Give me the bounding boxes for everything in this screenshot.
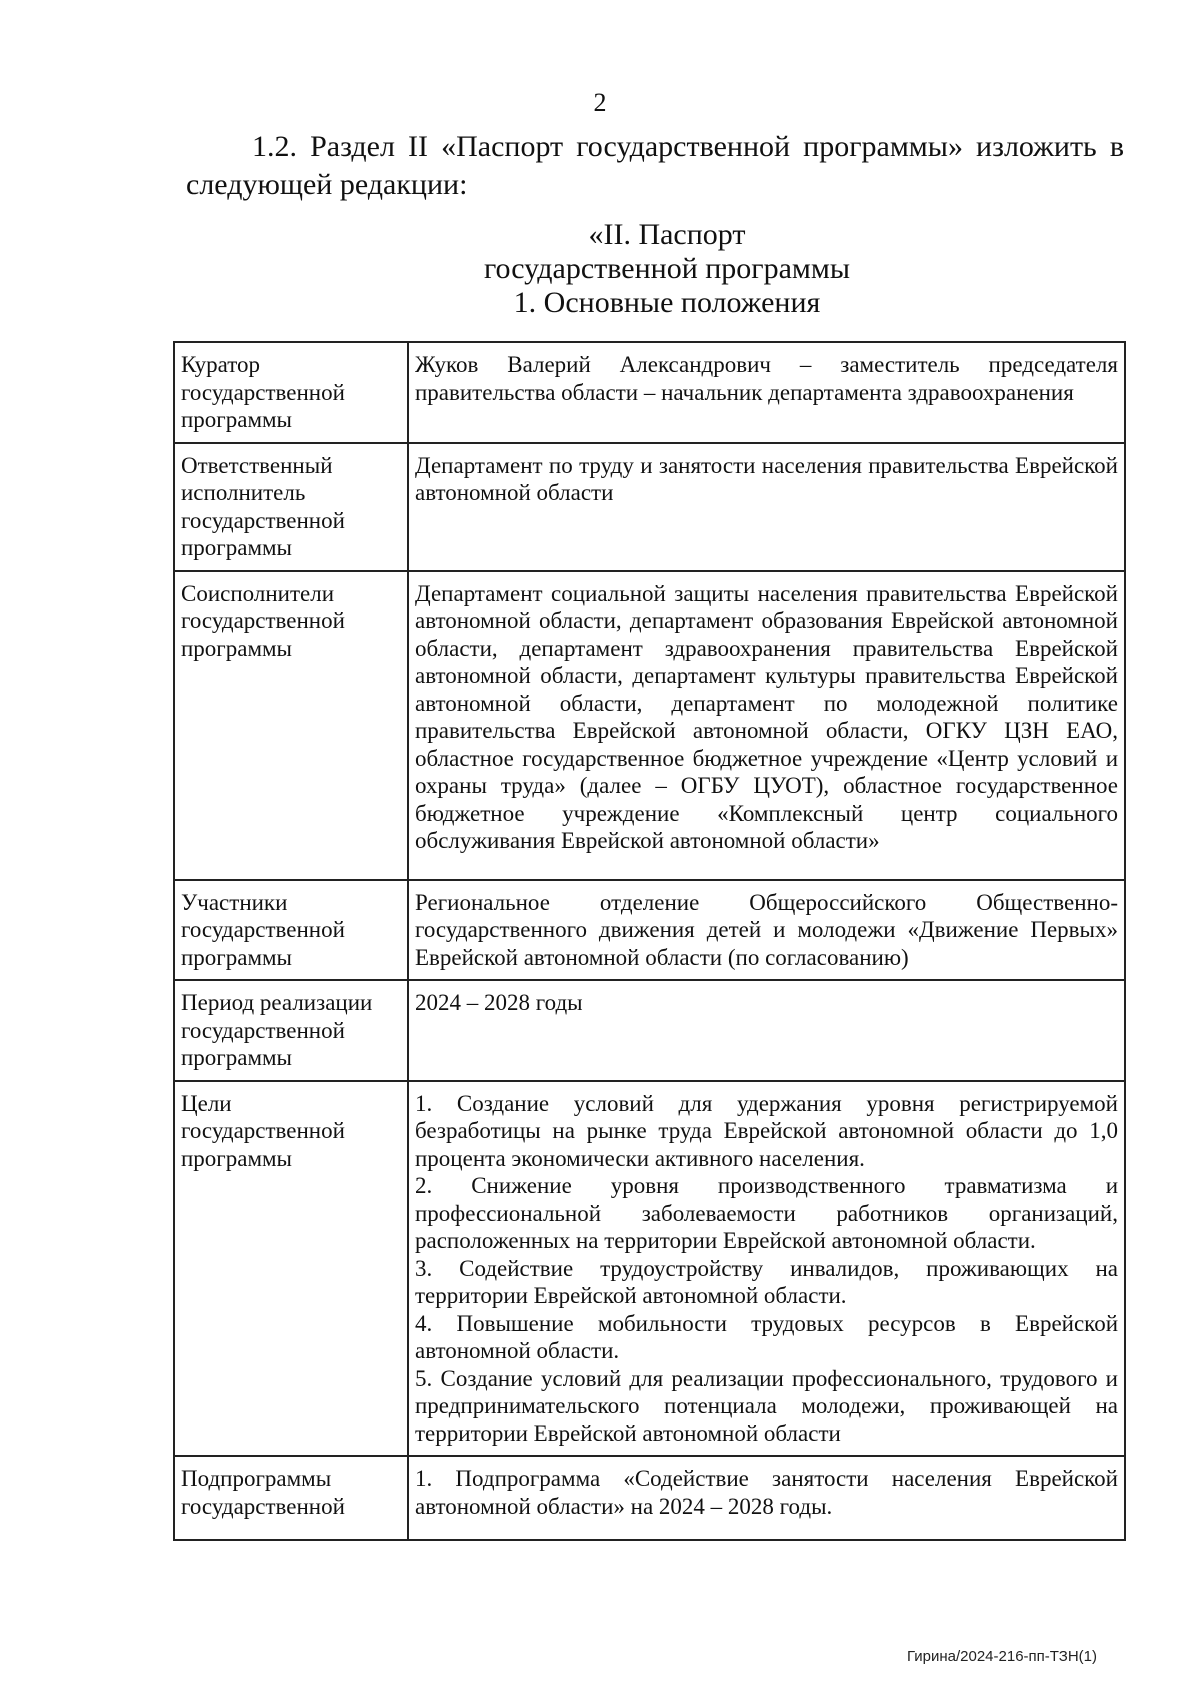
intro-paragraph: 1.2. Раздел II «Паспорт государственной программы» изложить в следующей редакции: [186, 130, 1124, 201]
goal-item: 1. Создание условий для удержания уровня регистрируемой безработицы на рынке труда Еврейской автономной области до 1,0 процента экономически активного населения. [415, 1090, 1118, 1171]
section-title [0, 218, 1200, 320]
section-title-line-2: государственной программы [483, 252, 851, 285]
row-label: Цели государственной программы [174, 1081, 408, 1457]
row-label: Соисполнители государственной программы [174, 571, 408, 880]
table-row-coexecutors [174, 571, 1125, 880]
table-row-responsible [174, 443, 1125, 571]
goal-item: 2. Снижение уровня производственного травматизма и профессиональной заболеваемости работников организаций, расположенных на территории Еврейской автономной области. [415, 1173, 1118, 1253]
row-value: Региональное отделение Общероссийского Общественно-государственного движения детей и молодежи «Движение Первых» Еврейской автономной области (по согласованию) [408, 880, 1125, 981]
row-label: Период реализации государственной программы [174, 980, 408, 1081]
section-title-line-1: «II. Паспорт [588, 218, 746, 251]
passport-table [173, 341, 1126, 1541]
row-value: Жуков Валерий Александрович – заместитель председателя правительства области – начальник департамента здравоохранения [408, 342, 1125, 443]
row-label: Куратор государственной программы [174, 342, 408, 443]
table-row-subprograms [174, 1456, 1125, 1540]
table-row-goals [174, 1081, 1125, 1457]
goal-item: 4. Повышение мобильности трудовых ресурсов в Еврейской автономной области. [415, 1310, 1118, 1363]
goal-item: 5. Создание условий для реализации профессионального, трудового и предпринимательского потенциала молодежи, проживающей на территории Еврейской автономной области [415, 1365, 1118, 1446]
row-label: Подпрограммы государственной [174, 1456, 408, 1540]
row-value: 2024 – 2028 годы [408, 980, 1125, 1081]
table-row-curator [174, 342, 1125, 443]
table-row-participants [174, 880, 1125, 981]
row-label: Участники государственной программы [174, 880, 408, 981]
table-row-period [174, 980, 1125, 1081]
goal-item: 3. Содействие трудоустройству инвалидов, проживающих на территории Еврейской автономной области. [415, 1255, 1118, 1308]
row-value: 1. Подпрограмма «Содействие занятости населения Еврейской автономной области» на 2024 – 2028 годы. [408, 1456, 1125, 1540]
row-value: Департамент по труду и занятости населения правительства Еврейской автономной области [408, 443, 1125, 571]
document-code: Гирина/2024-216-пп-ТЗН(1) [906, 1648, 1097, 1665]
page-number: 2 [593, 88, 607, 117]
row-value: Департамент социальной защиты населения правительства Еврейской автономной области, департамент образования Еврейской автономной области, департамент здравоохранения правительства Еврейской автономной области, департамент культуры правительства Еврейской автономной области, департамент по молодежной политике правительства Еврейской автономной области, ОГКУ ЦЗН ЕАО, областное государственное бюджетное учреждение «Центр условий и охраны труда» (далее – ОГБУ ЦУОТ), областное государственное бюджетное учреждение «Комплексный центр социального обслуживания Еврейской автономной области» [408, 571, 1125, 880]
section-title-line-3: 1. Основные положения [513, 286, 821, 319]
row-value-goals [408, 1081, 1125, 1457]
row-label: Ответственный исполнитель государственной программы [174, 443, 408, 571]
